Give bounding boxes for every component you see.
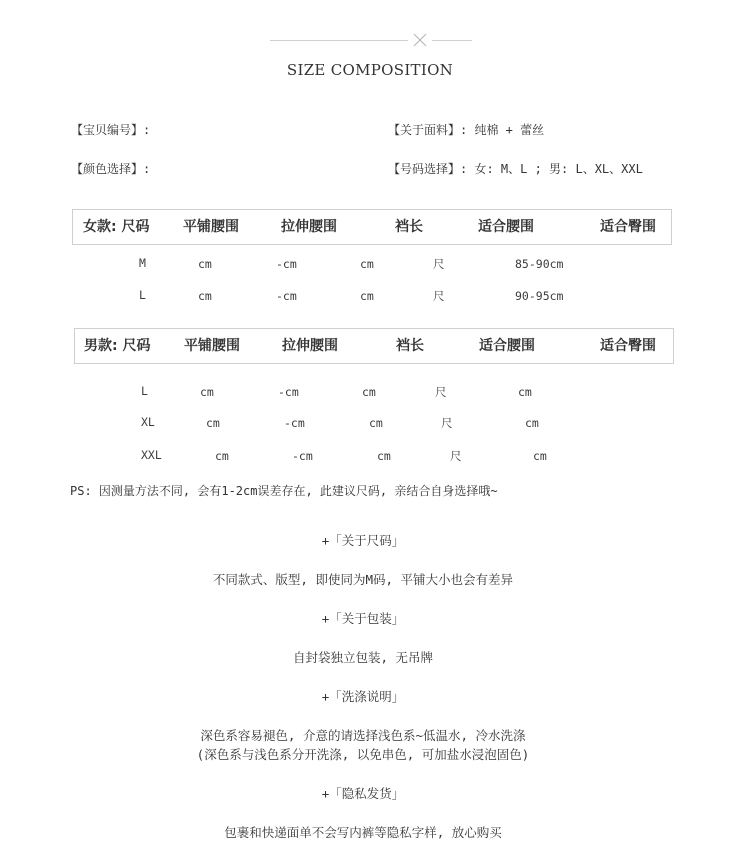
packaging-section-heading: +「关于包装」: [321, 611, 405, 626]
men-table-header: [74, 328, 674, 364]
women-header-fit-waist: 适合腰围: [478, 219, 534, 235]
item-number-label: 【宝贝编号】:: [71, 123, 151, 137]
men-row-3-fitwaist: 尺: [450, 449, 462, 463]
women-row-2-stretch: -cm: [276, 289, 297, 303]
men-row-1-size: L: [141, 384, 148, 398]
men-row-1-fithip: cm: [518, 385, 532, 399]
divider-left: [270, 40, 408, 41]
page-title: SIZE COMPOSITION: [286, 61, 454, 79]
women-row-2-rise: cm: [360, 289, 374, 303]
men-header-fit-waist: 适合腰围: [479, 338, 535, 354]
men-row-2-fitwaist: 尺: [441, 416, 453, 430]
washing-section-text-1: 深色系容易褪色, 介意的请选择浅色系~低温水, 冷水洗涤: [200, 728, 526, 743]
men-row-2-size: XL: [141, 415, 155, 429]
size-section-heading: +「关于尺码」: [321, 533, 405, 548]
men-header-flat-waist: 平铺腰围: [184, 338, 240, 354]
shipping-section-text: 包裹和快递面单不会写内裤等隐私字样, 放心购买: [224, 825, 502, 840]
women-header-size: 女款: 尺码: [83, 219, 150, 235]
men-row-3-size: XXL: [141, 448, 162, 462]
men-row-1-stretch: -cm: [278, 385, 299, 399]
men-row-2-flat: cm: [206, 416, 220, 430]
men-header-stretch-waist: 拉伸腰围: [282, 338, 338, 354]
men-header-size: 男款: 尺码: [84, 338, 151, 354]
cross-ornament-icon: [411, 31, 429, 49]
women-row-1-flat: cm: [198, 257, 212, 271]
men-row-1-rise: cm: [362, 385, 376, 399]
size-section-text: 不同款式、版型, 即使同为M码, 平铺大小也会有差异: [212, 572, 514, 587]
women-row-2-size: L: [139, 288, 146, 302]
men-row-3-fithip: cm: [533, 449, 547, 463]
measurement-note: PS: 因测量方法不同, 会有1-2cm误差存在, 此建议尺码, 亲结合自身选择哦~: [70, 484, 498, 498]
women-row-1-fithip: 85-90cm: [515, 257, 564, 271]
women-table-header: [72, 209, 672, 245]
men-row-1-fitwaist: 尺: [435, 385, 447, 399]
women-header-flat-waist: 平铺腰围: [183, 219, 239, 235]
women-header-stretch-waist: 拉伸腰围: [281, 219, 337, 235]
size-select-info: 【号码选择】: 女: M、L ; 男: L、XL、XXL: [388, 162, 643, 176]
men-row-3-flat: cm: [215, 449, 229, 463]
women-header-rise: 裆长: [395, 219, 423, 235]
men-row-2-fithip: cm: [525, 416, 539, 430]
men-row-1-flat: cm: [200, 385, 214, 399]
washing-section-heading: +「洗涤说明」: [321, 689, 405, 704]
fabric-info: 【关于面料】: 纯棉 + 蕾丝: [388, 123, 545, 137]
men-row-3-rise: cm: [377, 449, 391, 463]
color-select-label: 【颜色选择】:: [71, 162, 151, 176]
men-row-3-stretch: -cm: [292, 449, 313, 463]
women-row-2-flat: cm: [198, 289, 212, 303]
men-row-2-rise: cm: [369, 416, 383, 430]
women-row-1-rise: cm: [360, 257, 374, 271]
women-row-1-size: M: [139, 256, 146, 270]
divider-right: [432, 40, 472, 41]
women-header-fit-hip: 适合臀围: [600, 219, 656, 235]
washing-section-text-2: (深色系与浅色系分开洗涤, 以免串色, 可加盐水浸泡固色): [196, 747, 530, 762]
shipping-section-heading: +「隐私发货」: [321, 786, 405, 801]
men-header-rise: 裆长: [396, 338, 424, 354]
women-row-1-stretch: -cm: [276, 257, 297, 271]
men-row-2-stretch: -cm: [284, 416, 305, 430]
men-header-fit-hip: 适合臀围: [600, 338, 656, 354]
women-row-2-fitwaist: 尺: [433, 289, 445, 303]
women-row-2-fithip: 90-95cm: [515, 289, 564, 303]
women-row-1-fitwaist: 尺: [433, 257, 445, 271]
packaging-section-text: 自封袋独立包装, 无吊牌: [292, 650, 434, 665]
